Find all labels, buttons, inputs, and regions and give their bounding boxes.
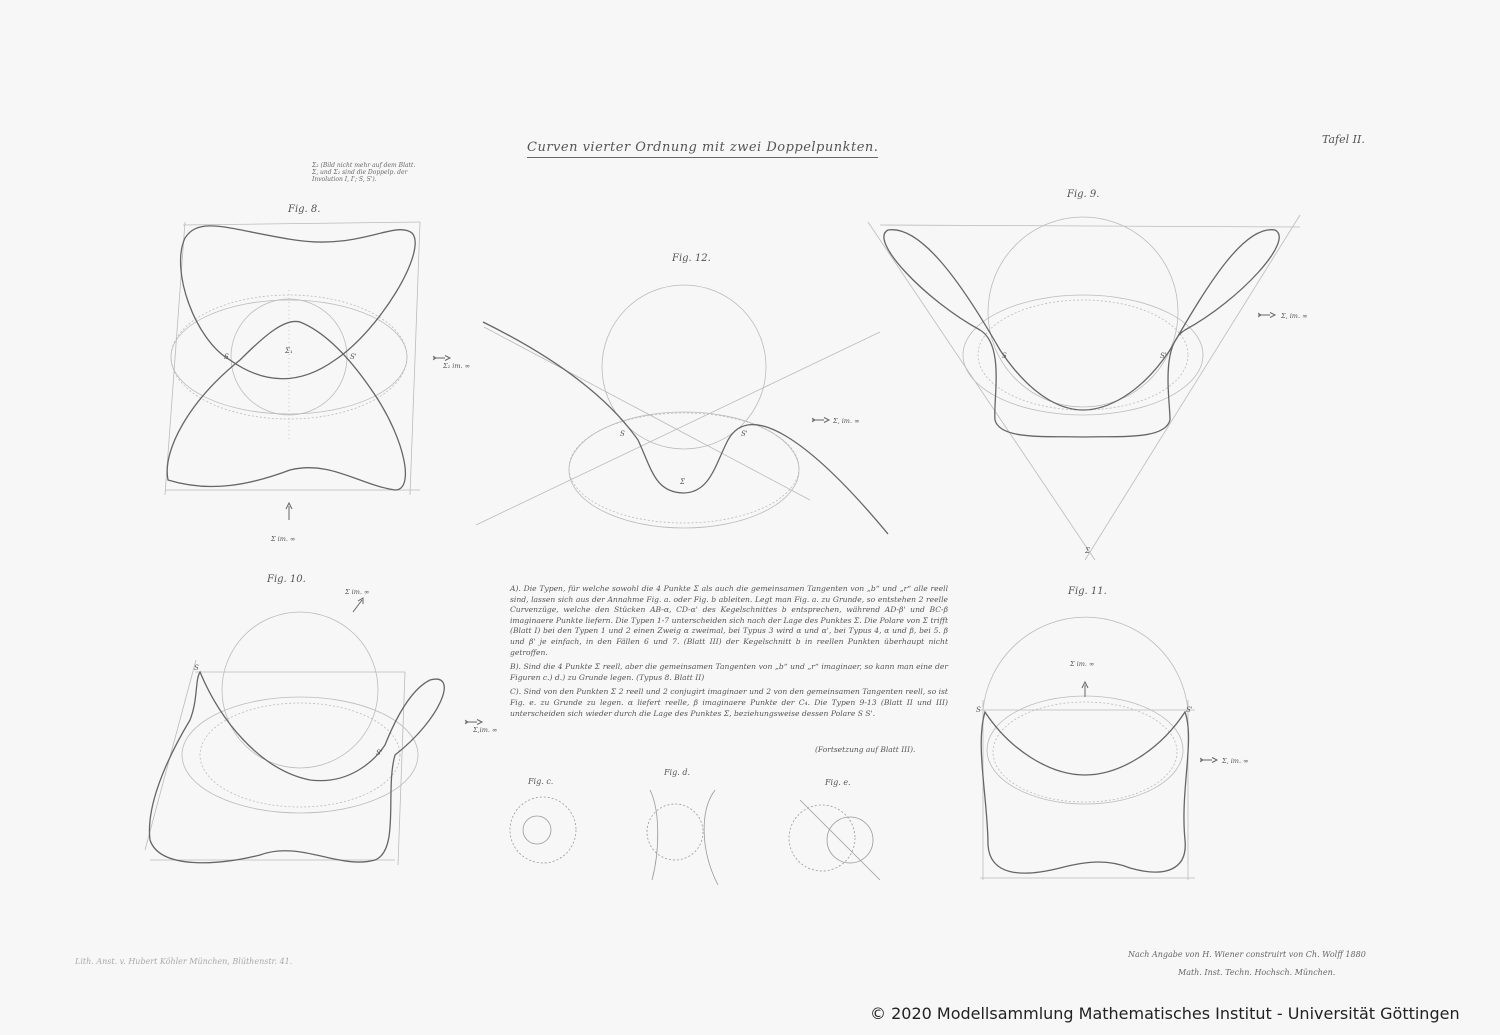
copyright-notice: © 2020 Modellsammlung Mathematisches Institut - Universität Göttingen xyxy=(870,1004,1460,1023)
fig9-drawing xyxy=(868,215,1300,560)
fig9-sigma-inf: Σ, im. ∞ xyxy=(1281,312,1308,320)
plate-number: Tafel II. xyxy=(1322,133,1365,146)
fig10-s-right: S' xyxy=(376,749,383,757)
fig12-drawing xyxy=(476,285,888,534)
top-note: Σ₂ (Bild nicht mehr auf dem Blatt. Σ, und Σ₂ sind die Doppelp. der Involution I, I'; S, S'). xyxy=(312,162,416,183)
fig11-s-left: S xyxy=(976,706,981,714)
fig10-label: Fig. 10. xyxy=(267,574,306,585)
fig9-label: Fig. 9. xyxy=(1067,189,1100,200)
fig12-s-left: S xyxy=(620,430,625,438)
text-b: B). Sind die 4 Punkte Σ reell, aber die gemeinsamen Tangenten von „b“ und „r“ imaginaer, so kann man eine der Figuren c.) d.) zu Grunde legen. (Typus 8. Blatt II) xyxy=(510,662,948,682)
institution-credit: Math. Inst. Techn. Hochsch. München. xyxy=(1178,968,1336,977)
fig10-sigma-inf-right: Σ,im. ∞ xyxy=(473,726,498,734)
fig-e-drawing xyxy=(789,800,880,880)
fig10-drawing xyxy=(145,598,444,865)
fig11-sigma-inf-top: Σ im. ∞ xyxy=(1070,660,1095,668)
plate-title: Curven vierter Ordnung mit zwei Doppelpunkten. xyxy=(527,140,878,158)
author-credit: Nach Angabe von H. Wiener construirt von Ch. Wolff 1880 xyxy=(1128,950,1366,959)
fig11-s-right: S' xyxy=(1186,706,1193,714)
fig9-s-left: S xyxy=(1002,352,1007,360)
lithographer-credit: Lith. Anst. v. Hubert Köhler München, Blüthenstr. 41. xyxy=(75,957,293,966)
fig12-sigma: Σ xyxy=(680,478,685,486)
fig8-drawing xyxy=(165,222,420,520)
fig11-sigma-inf-right: Σ, im. ∞ xyxy=(1222,757,1249,765)
fig-d-label: Fig. d. xyxy=(664,768,690,777)
fig8-s-left: S xyxy=(224,353,229,361)
fig10-s-left: S xyxy=(194,664,199,672)
fig-c-label: Fig. c. xyxy=(528,777,554,786)
fig8-sigma-inf-bottom: Σ im. ∞ xyxy=(271,535,296,543)
fig-c-drawing xyxy=(510,797,576,863)
fig8-label: Fig. 8. xyxy=(288,204,321,215)
fig9-s-right: S' xyxy=(1160,352,1167,360)
continuation-note: (Fortsetzung auf Blatt III). xyxy=(815,745,916,754)
fig8-s-right: S' xyxy=(350,353,357,361)
fig11-drawing xyxy=(980,617,1195,880)
explanation-text xyxy=(510,584,948,723)
fig8-sigma-inf: Σ₂ im. ∞ xyxy=(443,362,471,370)
fig10-sigma-inf-top: Σ im. ∞ xyxy=(345,588,370,596)
fig-e-label: Fig. e. xyxy=(825,778,851,787)
fig12-sigma-inf: Σ, im. ∞ xyxy=(833,417,860,425)
text-c: C). Sind von den Punkten Σ 2 reell und 2 conjugirt imaginaer und 2 von den gemeinsamen Tangenten reell, so ist Fig. e. zu Grunde zu legen. α liefert reelle, β imaginaere Punkte der C₄. Die Typen 9-13 (Blatt II und III) unterscheiden sich wieder durch die Lage des Punktes Σ, beziehungsweise dessen Polare S S'. xyxy=(510,687,948,718)
text-a: A). Die Typen, für welche sowohl die 4 Punkte Σ als auch die gemeinsamen Tangenten von „b“ und „r“ alle reell sind, lassen sich aus der Annahme Fig. a. oder Fig. b ableiten. Legt man Fig. a. zu Grunde, so entstehen 2 reelle Curvenzüge, welche den Stücken AB-α, CD-α' des Kegelschnittes b entsprechen, während AD-β' und BC-β imaginaere Punkte liefern. Die Typen 1-7 unterscheiden sich nach der Lage des Punktes Σ. Die Polare von Σ trifft (Blatt I) bei den Typen 1 und 2 einen Zweig α zweimal, bei Typus 3 wird α und α', bei Typus 4, α und β, bei 5. β und β' je einfach, in den Fällen 6 und 7. (Blatt III) der Kegelschnitt b in reellen Punkten überhaupt nicht getroffen. xyxy=(510,584,948,657)
fig-d-drawing xyxy=(647,790,718,885)
fig12-label: Fig. 12. xyxy=(672,253,711,264)
fig12-s-right: S' xyxy=(741,430,748,438)
fig11-label: Fig. 11. xyxy=(1068,586,1107,597)
fig9-sigma-bottom: Σ xyxy=(1085,547,1090,555)
fig8-sigma: Σ₁ xyxy=(285,347,293,355)
